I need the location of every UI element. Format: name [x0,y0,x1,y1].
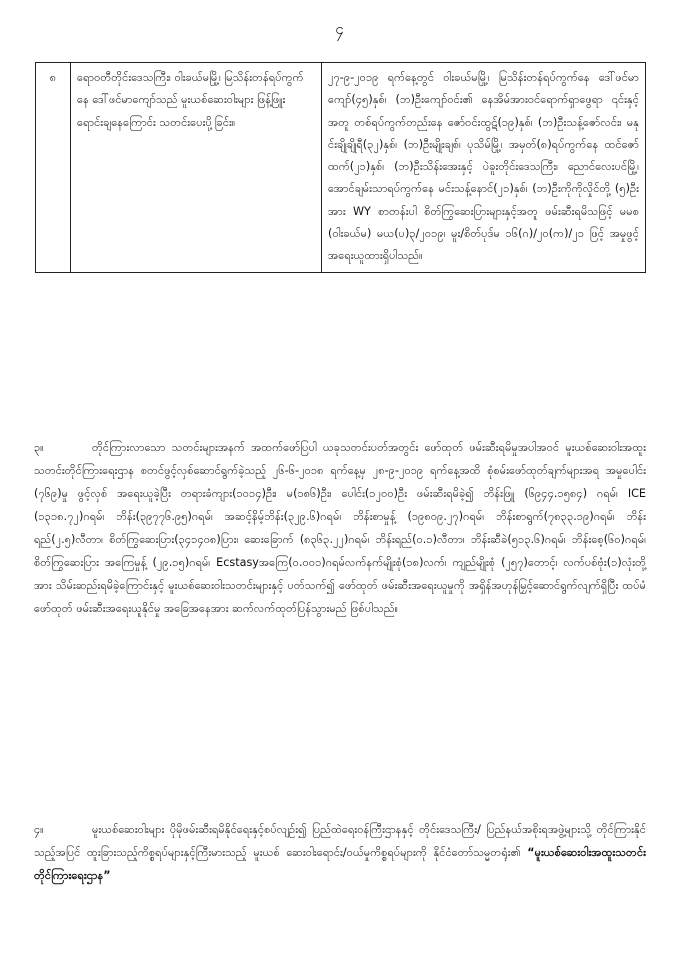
paragraph-number: ၄။ [34,823,44,836]
table-row [36,63,646,273]
page-number: ၄ [335,20,344,38]
report-title: ရော၀တီတိုင်းဒေသကြီး၊ ဝါးခယ်မမြို့၊ မြသိန်းတန်ရပ်ကွက်နေ ဒေါ်ဖင်မာကျော်သည် မူးယစ်ဆေးဝါးများ ဖြန့်ဖြူးရောင်းချနေကြောင်း သတင်းပေးပို့ခြင်း။ [71,63,322,273]
department-name: “မူးယစ်ဆေးဝါးအထူးသတင်းတိုင်ကြားရေးဌာန” [34,846,646,882]
paragraph-4 [34,818,646,887]
paragraph-3 [34,436,646,620]
row-number: ၈ [36,63,71,273]
action-detail: ၂၇-၉-၂၀၁၉ ရက်နေ့တွင် ဝါးခယ်မမြို့၊ မြသိန်းတန်ရပ်ကွက်နေ ဒေါ်ဖင်မာကျော်(၄၅)နှစ်၊ (ဘ)ဦးကျော်ဝင်း၏ နေအိမ်အားဝင်ရောက်ရှာဖွေရာ ၎င်းနှင့်အတူ တစ်ရပ်ကွက်တည်းနေ ဇော်ဝင်းထွဋ်(၁၉)နှစ်၊ (ဘ)ဦးသန့်ဇော်လင်း၊ မနုင်းချိုချိုရီ(၃၂)နှစ်၊ (ဘ)ဦးမျိုးချစ်၊ ပုသိမ်မြို့၊ အမှတ်(၈)ရပ်ကွက်နေ ထင်ဇော်ထက်(၂၁)နှစ်၊ (ဘ)ဦးသိန်းအေးနှင့် ပဲခူးတိုင်းဒေသကြီး၊ ညောင်လေးပင်မြို့၊ အောင်ချမ်းသာရပ်ကွက်နေ မင်းသန့်နောင်(၂၁)နှစ်၊ (ဘ)ဦးကိုကိုလှိုင်တို့ (၅)ဦးအား WY စာတန်းပါ စိတ်ကြွဆေးပြားများနှင့်အတူ ဖမ်းဆီးရမိသဖြင့် မမစ (ဝါးခယ်မ) မယ(ပ)၃/၂၀၁၉၊ မူး/စိတ်ပုဒ်မ ၁၆(ဂ)/၂၀(က)/၂၁ ဖြင့် အမှုဖွင့် အရေးယူထားရှိပါသည်။ [322,63,646,273]
case-table [35,62,646,273]
paragraph-text: မူးယစ်ဆေးဝါးများ ပိုမိုဖမ်းဆီးရမိနိုင်ရေးနှင့်စပ်လျဉ်း၍ ပြည်ထဲရေးဝန်ကြီးဌာနနှင့် တိုင်းဒေသကြီး/ ပြည်နယ်အစိုးရအဖွဲ့များသို့ တိုင်ကြားနိုင်သည့်အပြင် ထူးခြားသည့်ကိစ္စရပ်များနှင့်ကြီးမားသည့် မူးယစ် ဆေးဝါးရောင်း/ဝယ်မှုကိစ္စရပ်များကို နိုင်ငံတော်သမ္မတရုံး၏ [34,823,646,859]
paragraph-number: ၃။ [34,441,44,454]
paragraph-text: တိုင်ကြားလာသော သတင်းများအနက် အထက်ဖော်ပြပါ ယခုသတင်းပတ်အတွင်း ဖော်ထုတ် ဖမ်းဆီးရမိမှုအပါအဝင် မူးယစ်ဆေးဝါးအထူးသတင်းတိုင်ကြားရေးဌာန စတင်ဖွင့်လှစ်ဆောင်ရွက်ခဲ့သည့် ၂၆-၆-၂၀၁၈ ရက်နေ့မှ ၂၈-၉-၂၀၁၉ ရက်နေ့အထိ စုံစမ်းဖော်ထုတ်ချက်များအရ အမှုပေါင်း (၇၆၉)မှု ဖွင့်လှစ် အရေးယူခဲ့ပြီး တရားခံကျား(၁၀၁၄)ဦး၊ မ(၁၈၆)ဦး၊ ပေါင်း(၁၂၀၀)ဦး ဖမ်းဆီးရမိခဲ့၍ ဘိန်းဖြူ (၆၉၄၄.၁၅၈၄) ဂရမ်၊ ICE (၁၃၁၈.၇၂)ဂရမ်၊ ဘိန်း(၃၉၇၇၆.၉၅)ဂရမ်၊ အဆင့်နိမ့်ဘိန်း(၃၂၉.၆)ဂရမ်၊ ဘိန်းစာမှုန့် (၁၉၈၀၉.၂၇)ဂရမ်၊ ဘိန်းစာရွက်(၇၈၃၃.၁၉)ဂရမ်၊ ဘိန်းရည်(၂.၅)လီတာ၊ စိတ်ကြွဆေးပြား(၃၄၁၄၀၈)ပြား၊ ဆေးခြောက် (၈၃၆၃.၂၂)ဂရမ်၊ ဘိန်းရည်(၀.၁)လီတာ၊ ဘိန်းဆီခဲ(၅၁၃.၆)ဂရမ်၊ ဘိန်းစေ့(၆၀)ဂရမ်၊ စိတ်ကြွဆေးပြား အကြေမှုန့် (၂၉.၁၅)ဂရမ်၊ Ecstasyအကြေ(၀.၀၀၁)ဂရမ်လက်နက်မျိုးစုံ(၁၈)လက်၊ ကျည်မျိုးစုံ (၂၅၇)တောင့်၊ လက်ပစ်ဗုံး(၁)လုံးတို့အား သိမ်းဆည်းရမိခဲ့ကြောင်းနှင့် မူးယစ်ဆေးဝါးသတင်းများနှင့် ပတ်သက်၍ ဖော်ထုတ် ဖမ်းဆီးအရေးယူမှုကို အရှိန်အဟုန်မြှင့်ဆောင်ရွက်လျက်ရှိပြီး ထပ်မံဖော်ထုတ် ဖမ်းဆီးအရေးယူနိုင်မှု အခြေအနေအား ဆက်လက်ထုတ်ပြန်သွားမည် ဖြစ်ပါသည်။ [34,441,646,615]
